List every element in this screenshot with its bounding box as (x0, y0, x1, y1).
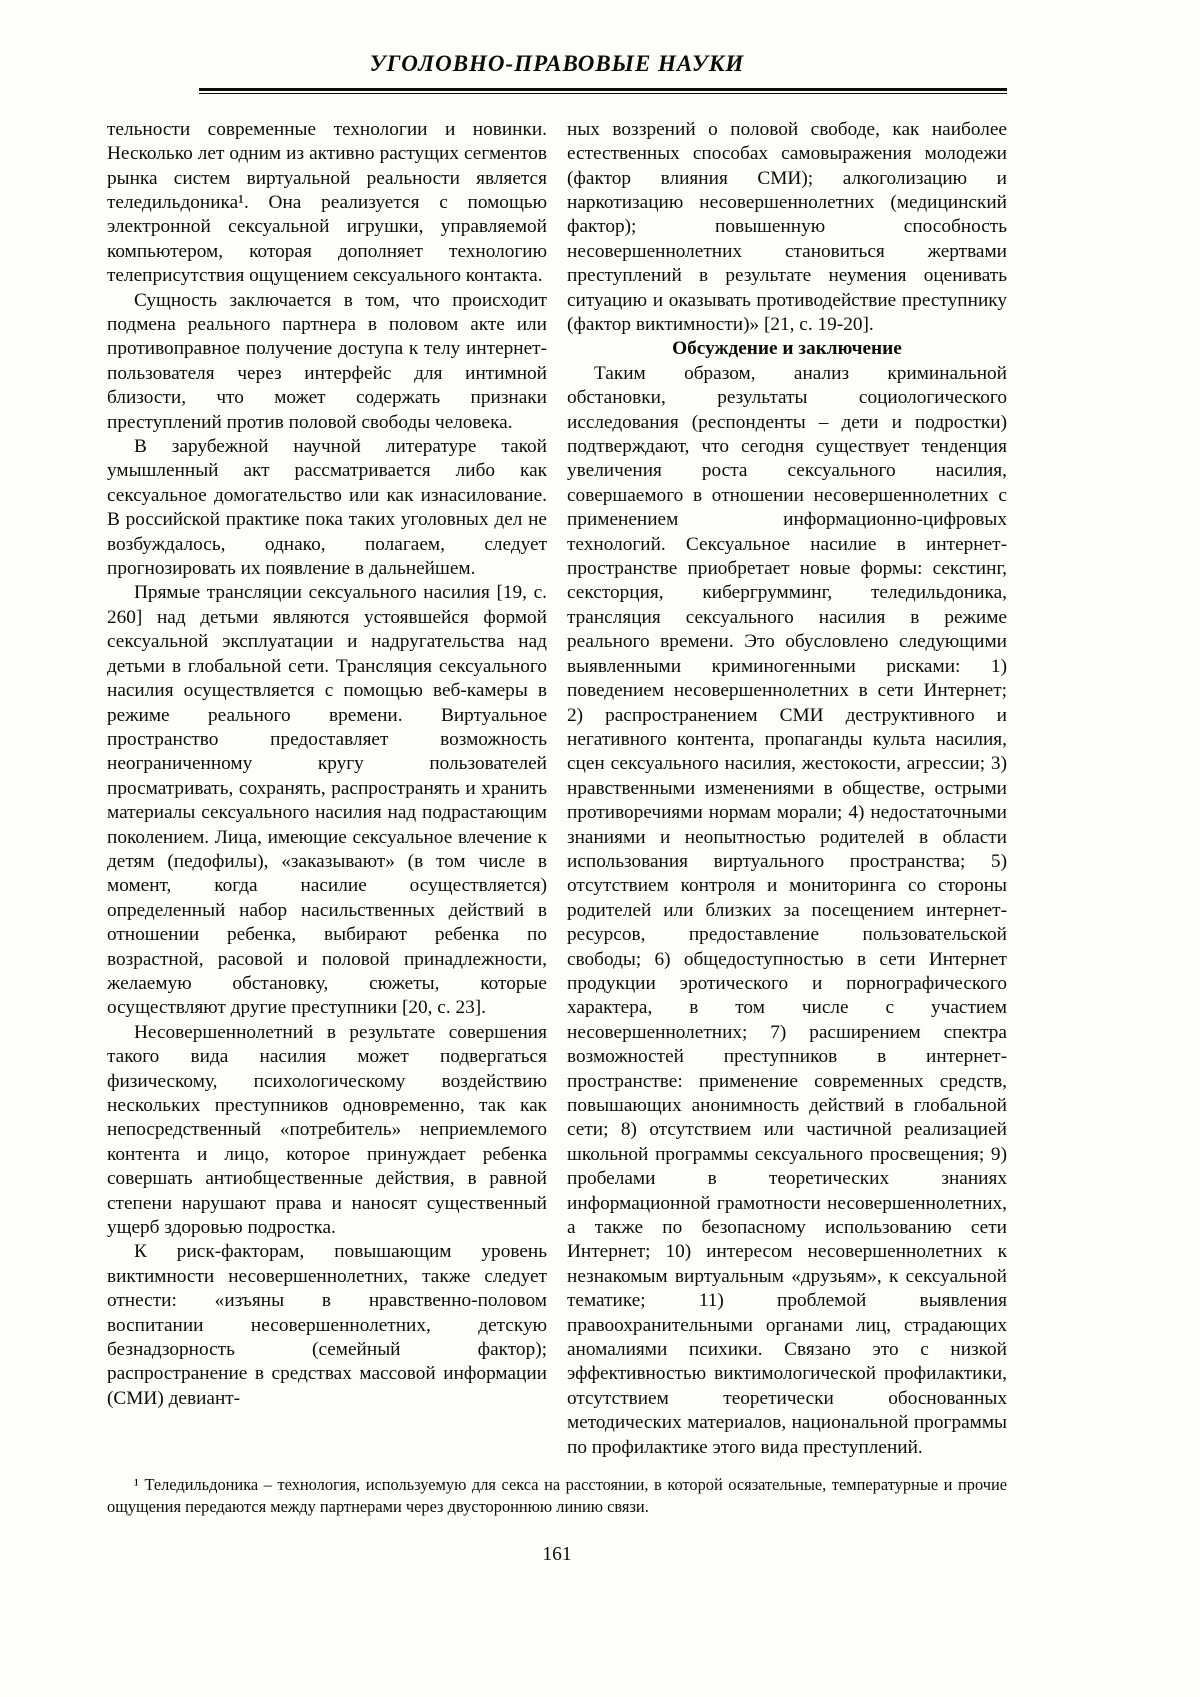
paragraph: Несовершеннолетний в результате совершения такого вида насилия может подвергаться физическому, психологическому воздействию нескольких преступников одновременно, так как непосредственный «потребитель» неприемлемого контента и лицо, которое принуждает ребенка совершать антиобщественные действия, в равной степени нарушают права и наносят существенный ущерб здоровью подростка. (107, 1021, 547, 1239)
footnote: ¹ Теледильдоника – технология, используемую для секса на расстоянии, в которой осязательные, температурные и прочие ощущения передаются между партнерами через двустороннюю линию связи. (107, 1475, 1007, 1516)
header-rule (199, 88, 1007, 94)
paragraph: В зарубежной научной литературе такой умышленный акт рассматривается либо как сексуальное домогательство или как изнасилование. В российской практике пока таких уголовных дел не возбуждалось, однако, полагаем, следует прогнозировать их появление в дальнейшем. (107, 436, 547, 580)
paragraph: Прямые трансляции сексуального насилия [19, с. 260] над детьми являются устоявшейся формой сексуальной эксплуатации и надругательства над детьми в глобальной сети. Трансляция сексуального насилия осуществляется с помощью веб-камеры в режиме реального времени. Виртуальное пространство предоставляет возможность неограниченному кругу пользователей просматривать, сохранять, распространять и хранить материалы сексуального насилия над подрастающим поколением. Лица, имеющие сексуальное влечение к детям (педофилы), «заказывают» (в том числе в момент, когда насилие осуществляется) определенный набор насильственных действий в отношении ребенка, выбирают ребенка по возрастной, расовой и половой принадлежности, желаемую обстановку, сюжеты, которые осуществляют другие преступники [20, с. 23]. (107, 582, 547, 1019)
page-footer (107, 1474, 1007, 1566)
running-head: УГОЛОВНО-ПРАВОВЫЕ НАУКИ (369, 51, 745, 76)
paragraph: Сущность заключается в том, что происходит подмена реального партнера в половом акте или противоправное получение доступа к телу интернет-пользователя через интерфейс для интимной близости, что может содержать признаки преступлений против половой свободы человека. (107, 289, 547, 433)
page-header (107, 50, 1007, 94)
paragraph: К риск-факторам, повышающим уровень виктимности несовершеннолетних, также следует отнести: «изъяны в нравственно-половом воспитании несовершеннолетних, детскую безнадзорность (семейный фактор); распространение в средствах массовой информации (СМИ) девиант- (107, 1241, 547, 1409)
page-number: 161 (542, 1544, 572, 1566)
paragraph: Таким образом, анализ криминальной обстановки, результаты социологического исследования (респонденты – дети и подростки) подтверждают, что сегодня существует тенденция увеличения роста сексуального насилия, совершаемого в отношении несовершеннолетних с применением информационно-цифровых технологий. Сексуальное насилие в интернет-пространстве приобретает новые формы: секстинг, сексторция, кибергрумминг, теледильдоника, трансляция сексуального насилия в режиме реального времени. Это обусловлено следующими выявленными криминогенными рисками: 1) поведением несовершеннолетних в сети Интернет; 2) распространением СМИ деструктивного и негативного контента, пропаганды культа насилия, сцен сексуального насилия, жестокости, агрессии; 3) нравственными изменениями в обществе, острыми противоречиями нормам морали; 4) недостаточными знаниями и неопытностью родителей в области использования виртуального пространства; 5) отсутствием контроля и мониторинга со стороны родителей или близких за посещением интернет-ресурсов, предоставление пользовательской свободы; 6) общедоступностью в сети Интернет продукции эротического и порнографического характера, в том числе с участием несовершеннолетних; 7) расширением спектра возможностей преступников в интернет-пространстве: применение современных средств, повышающих анонимность действий в глобальной сети; 8) отсутствием или частичной реализацией школьной программы сексуального просвещения; 9) пробелами в теоретических знаниях информационной грамотности несовершеннолетних, а также по безопасному использованию сети Интернет; 10) интересом несовершеннолетних к незнакомым виртуальным «друзьям», к сексуальной тематике; 11) проблемой выявления правоохранительными органами лиц, страдающих аномалиями психики. Связано это с низкой эффективностью виктимологической профилактики, отсутствием теоретически обоснованных методических материалов, национальной программы по профилактике этого вида преступлений. (567, 362, 1007, 1458)
right-column (567, 118, 1007, 1460)
section-heading-discussion-conclusion: Обсуждение и заключение (672, 338, 902, 360)
paragraph: тельности современные технологии и новинки. Несколько лет одним из активно растущих сегментов рынка систем виртуальной реальности является теледильдоника¹. Она реализуется с помощью электронной сексуальной игрушки, управляемой компьютером, которая дополняет технологию телеприсутствия ощущением сексуального контакта. (107, 118, 547, 287)
two-column-text (107, 118, 1007, 1460)
left-column (107, 118, 547, 1460)
paragraph: ных воззрений о половой свободе, как наиболее естественных способах самовыражения молодежи (фактор влияния СМИ); алкоголизацию и наркотизацию несовершеннолетних (медицинский фактор); повышенную способность несовершеннолетних становиться жертвами преступлений в результате неумения оценивать ситуацию и оказывать противодействие преступнику (фактор виктимности)» [21, с. 19-20]. (567, 118, 1007, 335)
